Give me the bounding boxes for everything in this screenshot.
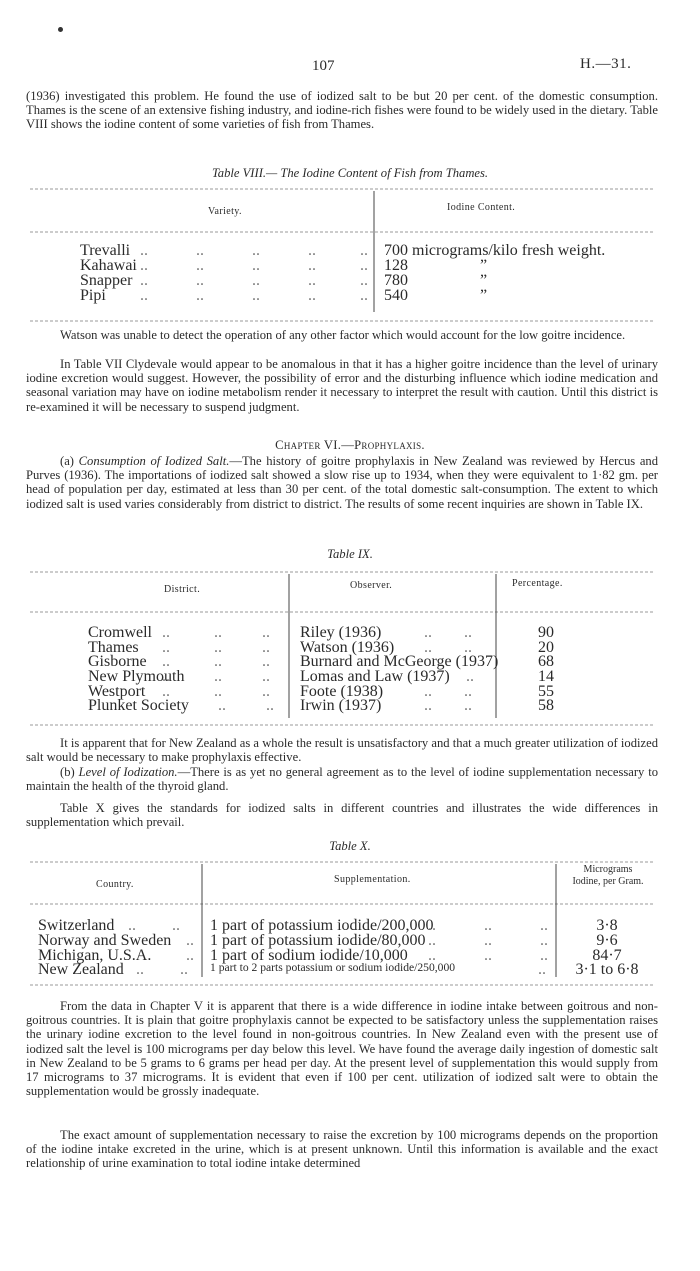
supplementation-cell: 1 part of potassium iodide/80,000: [210, 931, 426, 949]
observer-cell: Riley (1936): [300, 624, 382, 641]
district-cell: Thames: [88, 638, 139, 656]
supplementation-cell: 1 part of potassium iodide/200,000: [210, 917, 434, 934]
leader-dots: .. ..: [136, 961, 188, 979]
micrograms-cell: 9·6: [596, 931, 618, 949]
paragraph-intro: (1936) investigated this problem. He found the use of iodized salt to be but 20 per cent. of the domestic consumption. Thames is the scene of an extensive fishing industry, and iodine-rich fishes were found to be widely used in the dietary. Table VIII shows the iodine content of some varieties of fish from Thames.: [26, 89, 659, 132]
leader-dots: .. ..: [218, 697, 274, 715]
paragraph-clydevale: In Table VII Clydevale would appear to be anomalous in that it has a higher goitre incidence than the level of urinary iodine excretion would suggest. However, the possibility of error and the disturbing influence which iodine medication and seasonal variation may have on iodine metabolism render it necessary to interpret the result with caution. Until this district is re-examined it will be necessary to suspend judgment.: [26, 357, 658, 414]
supplementation-cell: 1 part of sodium iodide/10,000: [210, 946, 408, 964]
leader-dots: .. ..: [128, 917, 180, 934]
table-row: [38, 917, 658, 932]
leader-dots: .. .. ..: [162, 653, 270, 671]
table-row: [88, 624, 648, 639]
table-row: [88, 683, 648, 698]
paragraph-body: —The history of goitre prophylaxis in New Zealand was reviewed by Hercus and Purves (1936). The importations of iodized salt showed a slow rise up to 1934, when they were equivalent to 1·82 gm. per head of population per day, estimated at less than 30 per cent. of the total domestic salt-consumption. The extent to which iodized salt is used varies considerably from district to district. The results of some recent inquiries are shown in Table IX.: [26, 454, 659, 511]
header-line: Micrograms: [583, 864, 633, 875]
table-row: [38, 947, 658, 962]
percentage-cell: 90: [538, 624, 554, 641]
table-x-header-micrograms: [558, 864, 658, 888]
leader-dots: .. ..: [424, 638, 472, 656]
supplementation-cell: 1 part to 2 parts potassium or sodium iodide/250,000: [210, 961, 456, 975]
paragraph-unsatisfactory: It is apparent that for New Zealand as a whole the result is unsatisfactory and that a much greater utilization of iodized salt would be necessary to make prophylaxis effective.: [26, 736, 658, 765]
observer-cell: Lomas and Law (1937): [300, 668, 450, 686]
table-ix-header-percentage: Percentage.: [512, 578, 563, 589]
iodine-content-cell: 540: [384, 287, 408, 304]
leader-dots: ..: [186, 931, 194, 949]
paragraph-level-iodization: [26, 765, 658, 793]
table-viii-header-iodine: Iodine Content.: [447, 202, 516, 213]
table-row: [38, 961, 658, 979]
table-row: [80, 287, 660, 302]
country-cell: New Zealand: [38, 961, 124, 979]
percentage-cell: 68: [538, 653, 554, 671]
paragraph-consumption: [26, 454, 658, 511]
leader-dots: .. .. ..: [162, 682, 270, 700]
district-cell: Plunket Society: [88, 697, 189, 715]
leader-dots: .. ..: [424, 697, 472, 715]
table-ix-caption: Table IX.: [327, 547, 373, 561]
leader-dots: .. .. ..: [162, 668, 270, 686]
variety-cell: Snapper: [80, 272, 133, 289]
micrograms-cell: 3·8: [596, 917, 618, 934]
table-row: [88, 639, 648, 654]
table-row: [80, 242, 660, 257]
micrograms-cell: 3·1 to 6·8: [575, 961, 639, 979]
table-x-header-supplementation: Supplementation.: [334, 874, 411, 885]
leader-dots: .. .. ..: [162, 638, 270, 656]
table-row: [88, 668, 648, 686]
table-row: [88, 697, 648, 715]
table-viii-header-variety: Variety.: [208, 206, 242, 217]
iodine-content-cell: 700 micrograms/kilo fresh weight.: [384, 242, 606, 259]
leader-dots: .. .. .. .. ..: [140, 287, 368, 304]
country-cell: Norway and Sweden: [38, 931, 172, 949]
district-cell: New Plymouth: [88, 668, 185, 686]
report-reference: H.—31.: [580, 56, 632, 72]
leader-dots: .. .. ..: [428, 917, 548, 934]
district-cell: Gisborne: [88, 653, 147, 671]
leader-dots: ..: [186, 946, 194, 964]
leader-dots: .. .. .. .. ..: [140, 242, 368, 259]
leader-dots: .. ..: [424, 624, 472, 641]
iodine-content-cell: 780: [384, 272, 408, 289]
observer-cell: Watson (1936): [300, 638, 395, 656]
variety-cell: Pipi: [80, 287, 106, 304]
leader-dots: ..: [466, 668, 474, 686]
paragraph-subheading: Level of Iodization.: [78, 765, 178, 779]
district-cell: Westport: [88, 682, 146, 700]
table-ix-body: [88, 624, 648, 715]
page-number: 107: [312, 58, 335, 74]
leader-dots: .. .. .. .. ..: [140, 257, 368, 274]
leader-dots: .. ..: [424, 682, 472, 700]
observer-cell: Foote (1938): [300, 682, 384, 700]
ditto-mark: ”: [480, 287, 488, 304]
header-line: Iodine, per Gram.: [572, 876, 644, 887]
percentage-cell: 58: [538, 697, 554, 715]
leader-dots: .. .. ..: [428, 931, 548, 949]
paragraph-watson: Watson was unable to detect the operation of any other factor which would account for the low goitre incidence.: [60, 328, 626, 342]
table-row: [80, 257, 660, 272]
table-row: [38, 932, 658, 947]
variety-cell: Trevalli: [80, 242, 131, 259]
paragraph-body: —There is as yet no general agreement as to the level of iodine supplementation necessary to maintain the health of the thyroid gland.: [26, 765, 659, 794]
table-viii-body: [80, 242, 660, 302]
paragraph-exact-amount: The exact amount of supplementation necessary to raise the excretion by 100 micrograms depends on the proportion of the iodine intake excreted in the urine, which is at present unknown. Until this information is available and the exact relationship of urine examination to total iodine intake determined: [26, 1128, 658, 1171]
percentage-cell: 20: [538, 638, 554, 656]
paragraph-subheading: Consumption of Iodized Salt.: [78, 454, 230, 468]
micrograms-cell: 84·7: [592, 946, 622, 964]
table-row: [80, 272, 660, 287]
percentage-cell: 55: [538, 682, 554, 700]
chapter-heading-text: Chapter VI.—Prophylaxis.: [275, 438, 425, 452]
leader-dots: .. .. .. .. ..: [140, 272, 368, 289]
country-cell: Michigan, U.S.A.: [38, 946, 152, 964]
leader-dots: ..: [538, 961, 546, 979]
district-cell: Cromwell: [88, 624, 152, 641]
observer-cell: Irwin (1937): [300, 697, 382, 715]
iodine-content-cell: 128: [384, 257, 408, 274]
paragraph-intake-difference: From the data in Chapter V it is apparent that there is a wide difference in iodine intake between goitrous and non-goitrous countries. It is plain that goitre prophylaxis cannot be expected to be satisfactory unless the supplementation raises the urinary iodine excretion to the level found in non-goitrous countries. In New Zealand even with the present use of iodized salt the level is 100 micrograms per day below this level. We have found the average daily ingestion of domestic salt in New Zealand to be 5 grams to 6 grams per head per day. At the present level of supplementation this would supply from 17 micrograms to 37 micrograms. It is evident that even if 100 per cent. utilization of iodized salt were to obtain the supplementation would be grossly inadequate.: [26, 999, 658, 1099]
paragraph-label: (b): [60, 765, 75, 779]
table-ix-header-district: District.: [164, 584, 201, 595]
country-cell: Switzerland: [38, 917, 115, 934]
table-x-body: [38, 917, 658, 979]
chapter-heading: [0, 438, 700, 453]
ditto-mark: ”: [480, 257, 488, 274]
leader-dots: .. .. ..: [428, 946, 548, 964]
table-x-header-country: Country.: [96, 879, 134, 890]
paragraph-table-x-intro: Table X gives the standards for iodized salts in different countries and illustrates the wide differences in supplementation which prevail.: [26, 801, 658, 830]
table-row: [88, 653, 648, 671]
table-ix-header-observer: Observer.: [350, 580, 393, 591]
table-x-caption: Table X.: [329, 839, 371, 853]
observer-cell: Burnard and McGeorge (1937): [300, 653, 499, 671]
table-viii-caption: Table VIII.— The Iodine Content of Fish from Thames.: [211, 166, 489, 180]
ditto-mark: ”: [480, 272, 488, 289]
paragraph-label: (a): [60, 454, 74, 468]
variety-cell: Kahawai: [80, 257, 137, 274]
percentage-cell: 14: [538, 668, 554, 686]
leader-dots: .. .. ..: [162, 624, 270, 641]
